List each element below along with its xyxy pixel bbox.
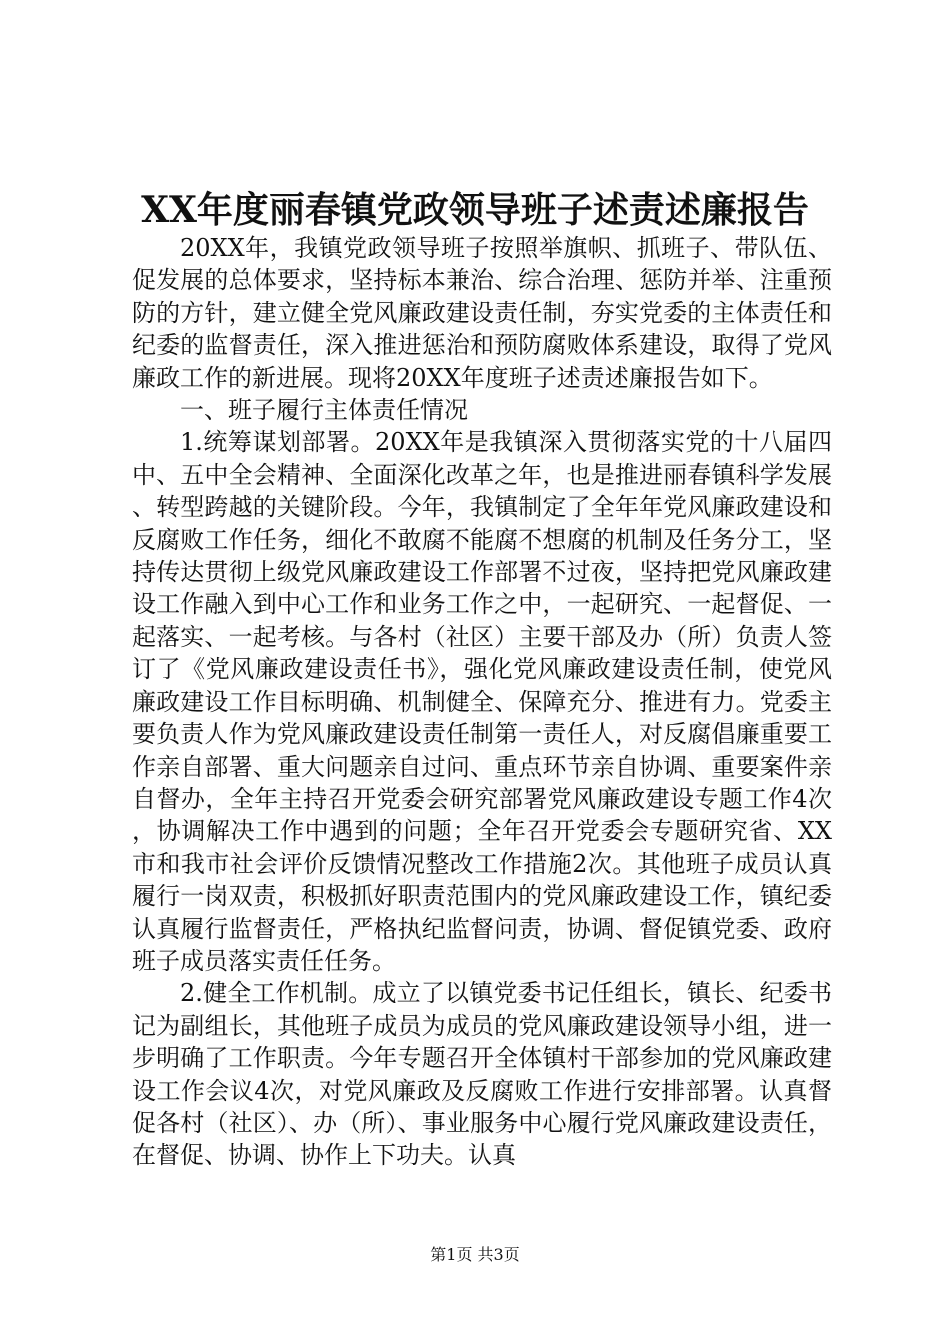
intro-paragraph: 20XX年，我镇党政领导班子按照举旗帜、抓班子、带队伍、促发展的总体要求，坚持标本兼治、综合治理、惩防并举、注重预防的方针，建立健全党风廉政建设责任制，夯实党委的主体责任和纪委的监督责任，深入推进惩治和预防腐败体系建设，取得了党风廉政工作的新进展。现将20XX年度班子述责述廉报告如下。 [132, 234, 832, 392]
page-footer: 第1页 共3页 [430, 1245, 520, 1264]
section-heading: 一、班子履行主体责任情况 [180, 396, 468, 425]
item-2-paragraph: 2.健全工作机制。成立了以镇党委书记任组长，镇长、纪委书记为副组长，其他班子成员为成员的党风廉政建设领导小组，进一步明确了工作职责。今年专题召开全体镇村干部参加的党风廉政建设工作会议4次，对党风廉政及反腐败工作进行安排部署。认真督促各村（社区）、办（所）、事业服务中心履行党风廉政建设责任，在督促、协调、协作上下功夫。认真 [132, 979, 832, 1170]
document-body [132, 232, 832, 1172]
item-1-paragraph: 1.统筹谋划部署。20XX年是我镇深入贯彻落实党的十八届四中、五中全会精神、全面深化改革之年，也是推进丽春镇科学发展、转型跨越的关键阶段。今年，我镇制定了全年年党风廉政建设和反腐败工作任务，细化不敢腐不能腐不想腐的机制及任务分工，坚持传达贯彻上级党风廉政建设工作部署不过夜，坚持把党风廉政建设工作融入到中心工作和业务工作之中，一起研究、一起督促、一起落实、一起考核。与各村（社区）主要干部及办（所）负责人签订了《党风廉政建设责任书》，强化党风廉政建设责任制，使党风廉政建设工作目标明确、机制健全、保障充分、推进有力。党委主要负责人作为党风廉政建设责任制第一责任人，对反腐倡廉重要工作亲自部署、重大问题亲自过问、重点环节亲自协调、重要案件亲自督办，全年主持召开党委会研究部署党风廉政建设专题工作4次，协调解决工作中遇到的问题；全年召开党委会专题研究省、XX市和我市社会评价反馈情况整改工作措施2次。其他班子成员认真履行一岗双责，积极抓好职责范围内的党风廉政建设工作，镇纪委认真履行监督责任，严格执纪监督问责，协调、督促镇党委、政府班子成员落实责任任务。 [132, 428, 832, 975]
document-title: XX年度丽春镇党政领导班子述责述廉报告 [141, 189, 809, 231]
